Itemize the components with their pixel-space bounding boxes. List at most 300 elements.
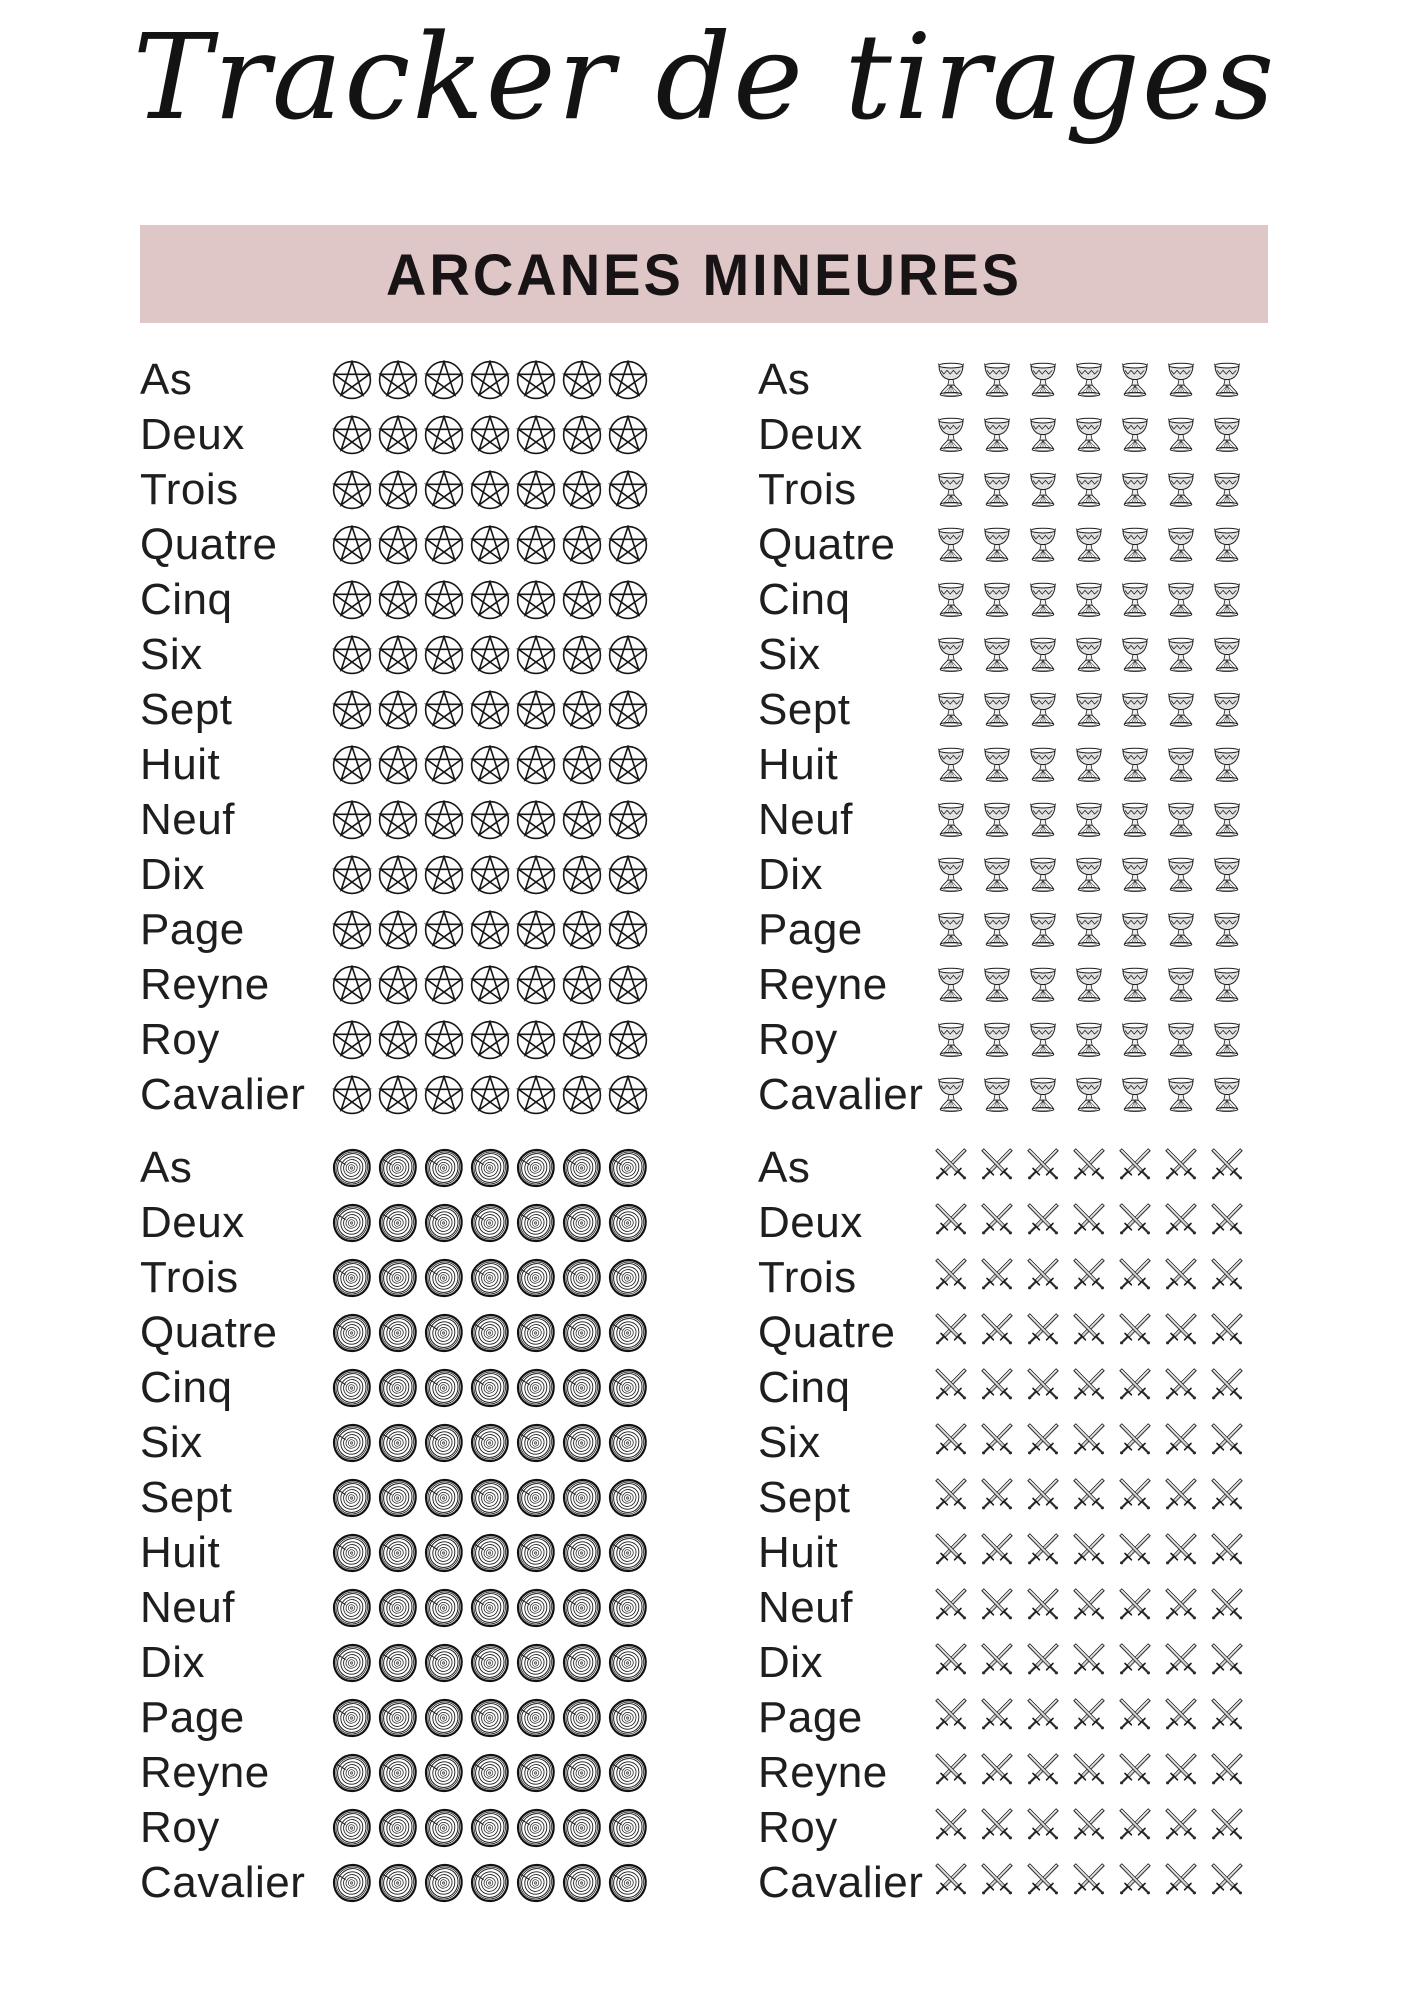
pentacle-icon[interactable]	[608, 525, 648, 565]
pentacle-icon[interactable]	[608, 690, 648, 730]
cup-icon[interactable]	[1115, 470, 1155, 510]
crossed-swords-icon[interactable]	[977, 1478, 1017, 1518]
pentacle-icon[interactable]	[516, 745, 556, 785]
cup-icon[interactable]	[1023, 690, 1063, 730]
cup-icon[interactable]	[1023, 965, 1063, 1005]
pentacle-icon[interactable]	[378, 1020, 418, 1060]
crossed-swords-icon[interactable]	[1115, 1148, 1155, 1188]
cup-icon[interactable]	[1069, 800, 1109, 840]
pentacle-icon[interactable]	[332, 1020, 372, 1060]
pentacle-icon[interactable]	[332, 415, 372, 455]
pentacle-icon[interactable]	[562, 1075, 602, 1115]
crossed-swords-icon[interactable]	[1023, 1588, 1063, 1628]
cup-icon[interactable]	[1207, 580, 1247, 620]
wood-slice-icon[interactable]	[378, 1423, 418, 1463]
crossed-swords-icon[interactable]	[1161, 1808, 1201, 1848]
cup-icon[interactable]	[1023, 470, 1063, 510]
wood-slice-icon[interactable]	[470, 1863, 510, 1903]
pentacle-icon[interactable]	[378, 415, 418, 455]
cup-icon[interactable]	[1115, 360, 1155, 400]
cup-icon[interactable]	[977, 360, 1017, 400]
cup-icon[interactable]	[1023, 360, 1063, 400]
crossed-swords-icon[interactable]	[1023, 1423, 1063, 1463]
cup-icon[interactable]	[931, 855, 971, 895]
pentacle-icon[interactable]	[332, 635, 372, 675]
wood-slice-icon[interactable]	[470, 1258, 510, 1298]
cup-icon[interactable]	[1115, 965, 1155, 1005]
pentacle-icon[interactable]	[378, 965, 418, 1005]
pentacle-icon[interactable]	[562, 415, 602, 455]
pentacle-icon[interactable]	[470, 360, 510, 400]
cup-icon[interactable]	[977, 800, 1017, 840]
crossed-swords-icon[interactable]	[931, 1368, 971, 1408]
crossed-swords-icon[interactable]	[1069, 1753, 1109, 1793]
cup-icon[interactable]	[1207, 855, 1247, 895]
crossed-swords-icon[interactable]	[1115, 1643, 1155, 1683]
wood-slice-icon[interactable]	[608, 1808, 648, 1848]
crossed-swords-icon[interactable]	[977, 1643, 1017, 1683]
cup-icon[interactable]	[1115, 580, 1155, 620]
wood-slice-icon[interactable]	[608, 1643, 648, 1683]
wood-slice-icon[interactable]	[378, 1643, 418, 1683]
pentacle-icon[interactable]	[470, 580, 510, 620]
wood-slice-icon[interactable]	[332, 1423, 372, 1463]
cup-icon[interactable]	[931, 470, 971, 510]
crossed-swords-icon[interactable]	[977, 1588, 1017, 1628]
pentacle-icon[interactable]	[424, 690, 464, 730]
crossed-swords-icon[interactable]	[1115, 1203, 1155, 1243]
crossed-swords-icon[interactable]	[1069, 1533, 1109, 1573]
cup-icon[interactable]	[1161, 1075, 1201, 1115]
crossed-swords-icon[interactable]	[931, 1698, 971, 1738]
pentacle-icon[interactable]	[332, 525, 372, 565]
wood-slice-icon[interactable]	[562, 1588, 602, 1628]
crossed-swords-icon[interactable]	[1023, 1698, 1063, 1738]
crossed-swords-icon[interactable]	[1115, 1808, 1155, 1848]
wood-slice-icon[interactable]	[378, 1148, 418, 1188]
crossed-swords-icon[interactable]	[931, 1533, 971, 1573]
pentacle-icon[interactable]	[424, 745, 464, 785]
cup-icon[interactable]	[1023, 855, 1063, 895]
pentacle-icon[interactable]	[378, 580, 418, 620]
crossed-swords-icon[interactable]	[1069, 1148, 1109, 1188]
cup-icon[interactable]	[977, 690, 1017, 730]
crossed-swords-icon[interactable]	[1161, 1478, 1201, 1518]
crossed-swords-icon[interactable]	[1115, 1258, 1155, 1298]
pentacle-icon[interactable]	[332, 690, 372, 730]
crossed-swords-icon[interactable]	[1207, 1533, 1247, 1573]
crossed-swords-icon[interactable]	[1115, 1478, 1155, 1518]
crossed-swords-icon[interactable]	[977, 1148, 1017, 1188]
pentacle-icon[interactable]	[516, 855, 556, 895]
pentacle-icon[interactable]	[470, 745, 510, 785]
cup-icon[interactable]	[1115, 690, 1155, 730]
cup-icon[interactable]	[1023, 910, 1063, 950]
wood-slice-icon[interactable]	[332, 1808, 372, 1848]
crossed-swords-icon[interactable]	[1161, 1203, 1201, 1243]
pentacle-icon[interactable]	[424, 525, 464, 565]
pentacle-icon[interactable]	[332, 800, 372, 840]
wood-slice-icon[interactable]	[562, 1863, 602, 1903]
wood-slice-icon[interactable]	[562, 1533, 602, 1573]
wood-slice-icon[interactable]	[470, 1753, 510, 1793]
crossed-swords-icon[interactable]	[1115, 1753, 1155, 1793]
wood-slice-icon[interactable]	[562, 1643, 602, 1683]
cup-icon[interactable]	[1023, 800, 1063, 840]
crossed-swords-icon[interactable]	[1069, 1258, 1109, 1298]
wood-slice-icon[interactable]	[470, 1478, 510, 1518]
crossed-swords-icon[interactable]	[931, 1643, 971, 1683]
crossed-swords-icon[interactable]	[1023, 1258, 1063, 1298]
crossed-swords-icon[interactable]	[977, 1203, 1017, 1243]
crossed-swords-icon[interactable]	[1161, 1643, 1201, 1683]
pentacle-icon[interactable]	[424, 415, 464, 455]
wood-slice-icon[interactable]	[332, 1698, 372, 1738]
crossed-swords-icon[interactable]	[1069, 1698, 1109, 1738]
wood-slice-icon[interactable]	[332, 1368, 372, 1408]
wood-slice-icon[interactable]	[332, 1478, 372, 1518]
pentacle-icon[interactable]	[424, 635, 464, 675]
wood-slice-icon[interactable]	[424, 1588, 464, 1628]
cup-icon[interactable]	[931, 690, 971, 730]
pentacle-icon[interactable]	[470, 800, 510, 840]
cup-icon[interactable]	[931, 910, 971, 950]
cup-icon[interactable]	[1161, 360, 1201, 400]
wood-slice-icon[interactable]	[378, 1808, 418, 1848]
pentacle-icon[interactable]	[470, 1075, 510, 1115]
wood-slice-icon[interactable]	[470, 1808, 510, 1848]
pentacle-icon[interactable]	[332, 855, 372, 895]
pentacle-icon[interactable]	[378, 470, 418, 510]
wood-slice-icon[interactable]	[424, 1203, 464, 1243]
pentacle-icon[interactable]	[470, 855, 510, 895]
crossed-swords-icon[interactable]	[1023, 1313, 1063, 1353]
cup-icon[interactable]	[1207, 965, 1247, 1005]
pentacle-icon[interactable]	[424, 360, 464, 400]
wood-slice-icon[interactable]	[332, 1148, 372, 1188]
wood-slice-icon[interactable]	[332, 1863, 372, 1903]
crossed-swords-icon[interactable]	[1069, 1643, 1109, 1683]
crossed-swords-icon[interactable]	[1023, 1643, 1063, 1683]
crossed-swords-icon[interactable]	[1069, 1368, 1109, 1408]
cup-icon[interactable]	[1115, 525, 1155, 565]
wood-slice-icon[interactable]	[608, 1313, 648, 1353]
wood-slice-icon[interactable]	[378, 1753, 418, 1793]
cup-icon[interactable]	[931, 965, 971, 1005]
pentacle-icon[interactable]	[332, 910, 372, 950]
crossed-swords-icon[interactable]	[1207, 1753, 1247, 1793]
wood-slice-icon[interactable]	[562, 1753, 602, 1793]
crossed-swords-icon[interactable]	[977, 1808, 1017, 1848]
crossed-swords-icon[interactable]	[1207, 1423, 1247, 1463]
cup-icon[interactable]	[1023, 635, 1063, 675]
cup-icon[interactable]	[1161, 525, 1201, 565]
pentacle-icon[interactable]	[332, 470, 372, 510]
wood-slice-icon[interactable]	[608, 1203, 648, 1243]
crossed-swords-icon[interactable]	[1069, 1863, 1109, 1903]
crossed-swords-icon[interactable]	[1023, 1863, 1063, 1903]
cup-icon[interactable]	[1023, 1020, 1063, 1060]
pentacle-icon[interactable]	[608, 470, 648, 510]
pentacle-icon[interactable]	[562, 635, 602, 675]
pentacle-icon[interactable]	[378, 910, 418, 950]
cup-icon[interactable]	[977, 910, 1017, 950]
cup-icon[interactable]	[1161, 800, 1201, 840]
pentacle-icon[interactable]	[516, 635, 556, 675]
cup-icon[interactable]	[931, 635, 971, 675]
crossed-swords-icon[interactable]	[1023, 1753, 1063, 1793]
cup-icon[interactable]	[1115, 800, 1155, 840]
cup-icon[interactable]	[1161, 855, 1201, 895]
cup-icon[interactable]	[977, 525, 1017, 565]
wood-slice-icon[interactable]	[424, 1478, 464, 1518]
pentacle-icon[interactable]	[562, 690, 602, 730]
cup-icon[interactable]	[1161, 470, 1201, 510]
crossed-swords-icon[interactable]	[1069, 1808, 1109, 1848]
crossed-swords-icon[interactable]	[1161, 1313, 1201, 1353]
crossed-swords-icon[interactable]	[977, 1753, 1017, 1793]
crossed-swords-icon[interactable]	[1207, 1588, 1247, 1628]
pentacle-icon[interactable]	[516, 525, 556, 565]
wood-slice-icon[interactable]	[516, 1478, 556, 1518]
wood-slice-icon[interactable]	[608, 1368, 648, 1408]
cup-icon[interactable]	[1069, 965, 1109, 1005]
wood-slice-icon[interactable]	[470, 1313, 510, 1353]
pentacle-icon[interactable]	[608, 855, 648, 895]
wood-slice-icon[interactable]	[424, 1258, 464, 1298]
wood-slice-icon[interactable]	[516, 1368, 556, 1408]
wood-slice-icon[interactable]	[516, 1423, 556, 1463]
wood-slice-icon[interactable]	[516, 1203, 556, 1243]
cup-icon[interactable]	[977, 580, 1017, 620]
cup-icon[interactable]	[1023, 415, 1063, 455]
wood-slice-icon[interactable]	[516, 1313, 556, 1353]
cup-icon[interactable]	[1115, 635, 1155, 675]
crossed-swords-icon[interactable]	[931, 1478, 971, 1518]
cup-icon[interactable]	[1115, 855, 1155, 895]
pentacle-icon[interactable]	[378, 525, 418, 565]
wood-slice-icon[interactable]	[332, 1588, 372, 1628]
wood-slice-icon[interactable]	[516, 1808, 556, 1848]
cup-icon[interactable]	[1023, 580, 1063, 620]
crossed-swords-icon[interactable]	[1161, 1258, 1201, 1298]
cup-icon[interactable]	[1115, 745, 1155, 785]
pentacle-icon[interactable]	[608, 910, 648, 950]
pentacle-icon[interactable]	[608, 1075, 648, 1115]
pentacle-icon[interactable]	[424, 580, 464, 620]
cup-icon[interactable]	[1161, 580, 1201, 620]
cup-icon[interactable]	[977, 470, 1017, 510]
cup-icon[interactable]	[1207, 635, 1247, 675]
pentacle-icon[interactable]	[562, 1020, 602, 1060]
crossed-swords-icon[interactable]	[1161, 1368, 1201, 1408]
wood-slice-icon[interactable]	[378, 1588, 418, 1628]
cup-icon[interactable]	[1161, 690, 1201, 730]
cup-icon[interactable]	[1161, 910, 1201, 950]
crossed-swords-icon[interactable]	[977, 1368, 1017, 1408]
pentacle-icon[interactable]	[378, 745, 418, 785]
cup-icon[interactable]	[1207, 470, 1247, 510]
crossed-swords-icon[interactable]	[931, 1423, 971, 1463]
wood-slice-icon[interactable]	[516, 1148, 556, 1188]
cup-icon[interactable]	[1069, 690, 1109, 730]
crossed-swords-icon[interactable]	[1161, 1863, 1201, 1903]
crossed-swords-icon[interactable]	[1023, 1148, 1063, 1188]
crossed-swords-icon[interactable]	[931, 1588, 971, 1628]
crossed-swords-icon[interactable]	[931, 1313, 971, 1353]
wood-slice-icon[interactable]	[516, 1643, 556, 1683]
crossed-swords-icon[interactable]	[1069, 1313, 1109, 1353]
pentacle-icon[interactable]	[424, 1020, 464, 1060]
wood-slice-icon[interactable]	[608, 1533, 648, 1573]
pentacle-icon[interactable]	[424, 965, 464, 1005]
wood-slice-icon[interactable]	[470, 1368, 510, 1408]
wood-slice-icon[interactable]	[424, 1808, 464, 1848]
pentacle-icon[interactable]	[332, 1075, 372, 1115]
wood-slice-icon[interactable]	[608, 1863, 648, 1903]
cup-icon[interactable]	[977, 635, 1017, 675]
pentacle-icon[interactable]	[562, 800, 602, 840]
crossed-swords-icon[interactable]	[931, 1203, 971, 1243]
cup-icon[interactable]	[977, 855, 1017, 895]
crossed-swords-icon[interactable]	[1207, 1808, 1247, 1848]
pentacle-icon[interactable]	[562, 745, 602, 785]
pentacle-icon[interactable]	[424, 470, 464, 510]
pentacle-icon[interactable]	[562, 525, 602, 565]
cup-icon[interactable]	[977, 1075, 1017, 1115]
pentacle-icon[interactable]	[516, 965, 556, 1005]
cup-icon[interactable]	[977, 415, 1017, 455]
crossed-swords-icon[interactable]	[1115, 1588, 1155, 1628]
pentacle-icon[interactable]	[332, 745, 372, 785]
pentacle-icon[interactable]	[378, 635, 418, 675]
wood-slice-icon[interactable]	[378, 1313, 418, 1353]
wood-slice-icon[interactable]	[562, 1698, 602, 1738]
wood-slice-icon[interactable]	[562, 1478, 602, 1518]
crossed-swords-icon[interactable]	[977, 1313, 1017, 1353]
cup-icon[interactable]	[1023, 745, 1063, 785]
pentacle-icon[interactable]	[562, 965, 602, 1005]
cup-icon[interactable]	[1207, 745, 1247, 785]
crossed-swords-icon[interactable]	[1023, 1203, 1063, 1243]
cup-icon[interactable]	[1115, 910, 1155, 950]
crossed-swords-icon[interactable]	[1161, 1588, 1201, 1628]
wood-slice-icon[interactable]	[332, 1643, 372, 1683]
pentacle-icon[interactable]	[608, 800, 648, 840]
crossed-swords-icon[interactable]	[1207, 1698, 1247, 1738]
cup-icon[interactable]	[1069, 1075, 1109, 1115]
pentacle-icon[interactable]	[562, 360, 602, 400]
cup-icon[interactable]	[931, 525, 971, 565]
pentacle-icon[interactable]	[516, 415, 556, 455]
cup-icon[interactable]	[1207, 800, 1247, 840]
wood-slice-icon[interactable]	[562, 1258, 602, 1298]
wood-slice-icon[interactable]	[562, 1313, 602, 1353]
wood-slice-icon[interactable]	[608, 1588, 648, 1628]
wood-slice-icon[interactable]	[516, 1588, 556, 1628]
wood-slice-icon[interactable]	[378, 1368, 418, 1408]
crossed-swords-icon[interactable]	[1069, 1588, 1109, 1628]
cup-icon[interactable]	[1069, 855, 1109, 895]
crossed-swords-icon[interactable]	[977, 1423, 1017, 1463]
crossed-swords-icon[interactable]	[1207, 1258, 1247, 1298]
cup-icon[interactable]	[931, 1075, 971, 1115]
wood-slice-icon[interactable]	[516, 1258, 556, 1298]
crossed-swords-icon[interactable]	[1115, 1533, 1155, 1573]
crossed-swords-icon[interactable]	[1161, 1533, 1201, 1573]
wood-slice-icon[interactable]	[378, 1203, 418, 1243]
cup-icon[interactable]	[1207, 1075, 1247, 1115]
wood-slice-icon[interactable]	[470, 1423, 510, 1463]
wood-slice-icon[interactable]	[424, 1533, 464, 1573]
wood-slice-icon[interactable]	[424, 1753, 464, 1793]
pentacle-icon[interactable]	[516, 1020, 556, 1060]
crossed-swords-icon[interactable]	[977, 1258, 1017, 1298]
wood-slice-icon[interactable]	[608, 1423, 648, 1463]
cup-icon[interactable]	[1069, 525, 1109, 565]
pentacle-icon[interactable]	[516, 1075, 556, 1115]
crossed-swords-icon[interactable]	[1115, 1423, 1155, 1463]
pentacle-icon[interactable]	[516, 470, 556, 510]
pentacle-icon[interactable]	[470, 470, 510, 510]
crossed-swords-icon[interactable]	[1023, 1368, 1063, 1408]
wood-slice-icon[interactable]	[516, 1533, 556, 1573]
wood-slice-icon[interactable]	[470, 1203, 510, 1243]
crossed-swords-icon[interactable]	[931, 1753, 971, 1793]
wood-slice-icon[interactable]	[332, 1313, 372, 1353]
cup-icon[interactable]	[1069, 635, 1109, 675]
crossed-swords-icon[interactable]	[1023, 1478, 1063, 1518]
wood-slice-icon[interactable]	[608, 1753, 648, 1793]
wood-slice-icon[interactable]	[516, 1753, 556, 1793]
crossed-swords-icon[interactable]	[1115, 1863, 1155, 1903]
cup-icon[interactable]	[1069, 745, 1109, 785]
wood-slice-icon[interactable]	[608, 1258, 648, 1298]
pentacle-icon[interactable]	[608, 415, 648, 455]
cup-icon[interactable]	[1161, 745, 1201, 785]
crossed-swords-icon[interactable]	[1207, 1313, 1247, 1353]
crossed-swords-icon[interactable]	[1161, 1148, 1201, 1188]
pentacle-icon[interactable]	[562, 910, 602, 950]
crossed-swords-icon[interactable]	[977, 1698, 1017, 1738]
pentacle-icon[interactable]	[470, 690, 510, 730]
cup-icon[interactable]	[931, 580, 971, 620]
pentacle-icon[interactable]	[562, 855, 602, 895]
wood-slice-icon[interactable]	[562, 1423, 602, 1463]
crossed-swords-icon[interactable]	[1115, 1313, 1155, 1353]
pentacle-icon[interactable]	[608, 1020, 648, 1060]
crossed-swords-icon[interactable]	[1161, 1698, 1201, 1738]
wood-slice-icon[interactable]	[470, 1533, 510, 1573]
cup-icon[interactable]	[1207, 360, 1247, 400]
wood-slice-icon[interactable]	[608, 1698, 648, 1738]
pentacle-icon[interactable]	[424, 910, 464, 950]
pentacle-icon[interactable]	[470, 525, 510, 565]
cup-icon[interactable]	[1207, 415, 1247, 455]
cup-icon[interactable]	[1115, 1020, 1155, 1060]
cup-icon[interactable]	[931, 415, 971, 455]
wood-slice-icon[interactable]	[424, 1863, 464, 1903]
crossed-swords-icon[interactable]	[1115, 1698, 1155, 1738]
pentacle-icon[interactable]	[608, 965, 648, 1005]
wood-slice-icon[interactable]	[424, 1698, 464, 1738]
pentacle-icon[interactable]	[562, 470, 602, 510]
pentacle-icon[interactable]	[516, 800, 556, 840]
pentacle-icon[interactable]	[470, 1020, 510, 1060]
wood-slice-icon[interactable]	[562, 1148, 602, 1188]
cup-icon[interactable]	[1115, 1075, 1155, 1115]
pentacle-icon[interactable]	[332, 360, 372, 400]
